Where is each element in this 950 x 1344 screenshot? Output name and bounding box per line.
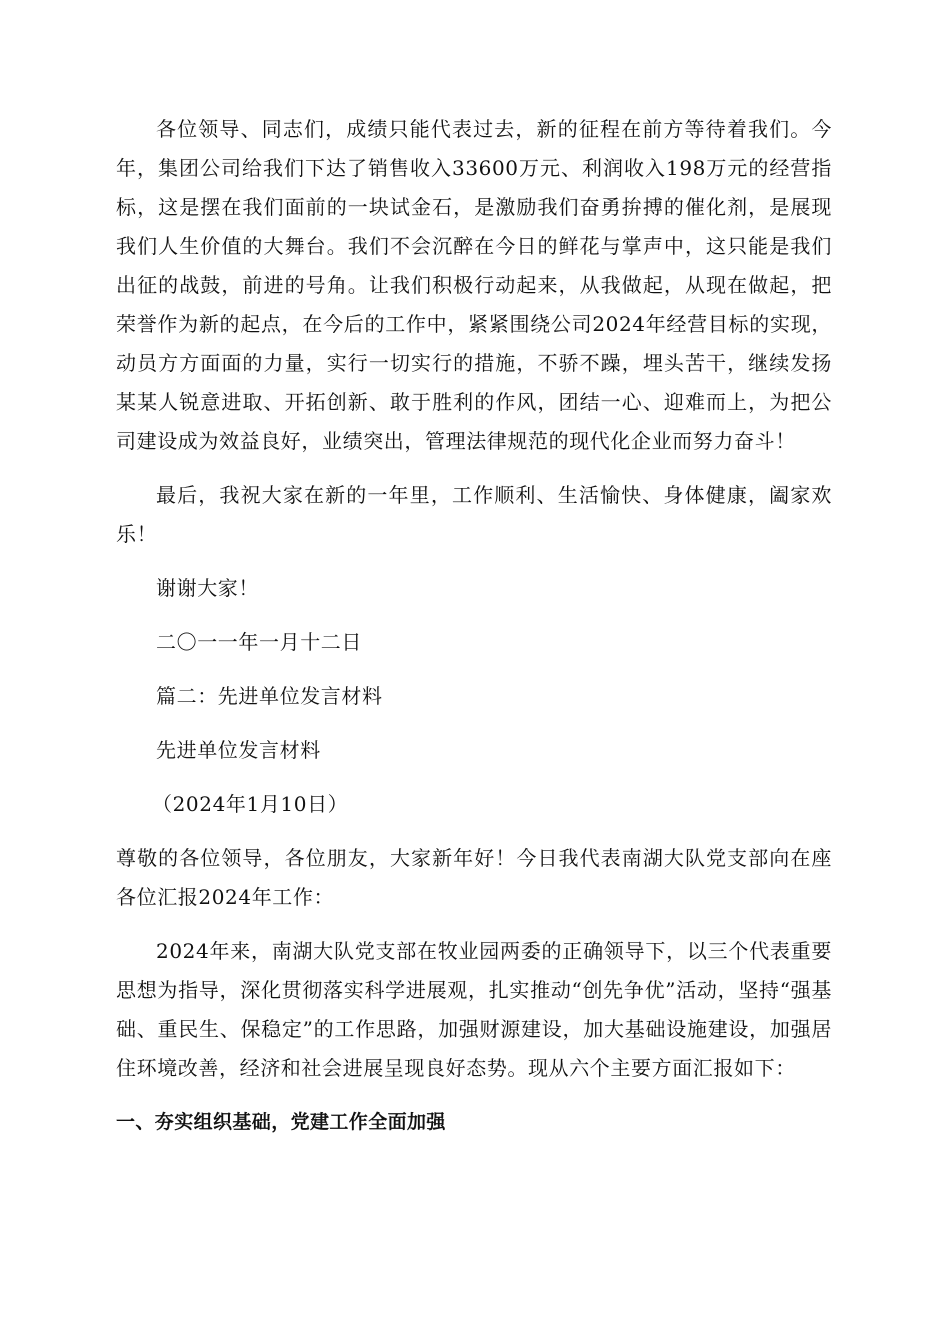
section-title-part-two: 篇二：先进单位发言材料: [156, 684, 383, 708]
paragraph-work-summary: 2024年来，南湖大队党支部在牧业园两委的正确领导下，以三个代表重要思想为指导，深化贯彻落实科学进展观，扎实推动“创先争优”活动，坚持“强基础、重民生、保稳定”的工作思路，加强财源建设，加大基础设施建设，加强居住环境改善，经济和社会进展呈现良好态势。现从六个主要方面汇报如下：: [116, 939, 832, 1080]
paragraph-greeting: 尊敬的各位领导，各位朋友，大家新年好！今日我代表南湖大队党支部向在座各位汇报2024年工作：: [116, 846, 832, 909]
paragraph-thanks: 谢谢大家！: [156, 576, 259, 600]
section-heading-one: 一、夯实组织基础，党建工作全面加强: [116, 1111, 446, 1133]
document-date: （2024年1月10日）: [152, 792, 349, 816]
document-title: 先进单位发言材料: [156, 738, 321, 762]
document-page: [116, 110, 832, 1142]
paragraph-closing-remarks: 各位领导、同志们，成绩只能代表过去，新的征程在前方等待着我们。今年，集团公司给我们下达了销售收入33600万元、利润收入198万元的经营指标，这是摆在我们面前的一块试金石，是激励我们奋勇拚搏的催化剂，是展现我们人生价值的大舞台。我们不会沉醉在今日的鲜花与掌声中，这只能是我们出征的战鼓，前进的号角。让我们积极行动起来，从我做起，从现在做起，把荣誉作为新的起点，在今后的工作中，紧紧围绕公司2024年经营目标的实现，动员方方面面的力量，实行一切实行的措施，不骄不躁，埋头苦干，继续发扬某某人锐意进取、开拓创新、敢于胜利的作风，团结一心、迎难而上，为把公司建设成为效益良好，业绩突出，管理法律规范的现代化企业而努力奋斗！: [116, 117, 832, 453]
paragraph-best-wishes: 最后，我祝大家在新的一年里，工作顺利、生活愉快、身体健康，阖家欢乐！: [116, 483, 832, 546]
paragraph-date: 二〇一一年一月十二日: [156, 630, 362, 654]
